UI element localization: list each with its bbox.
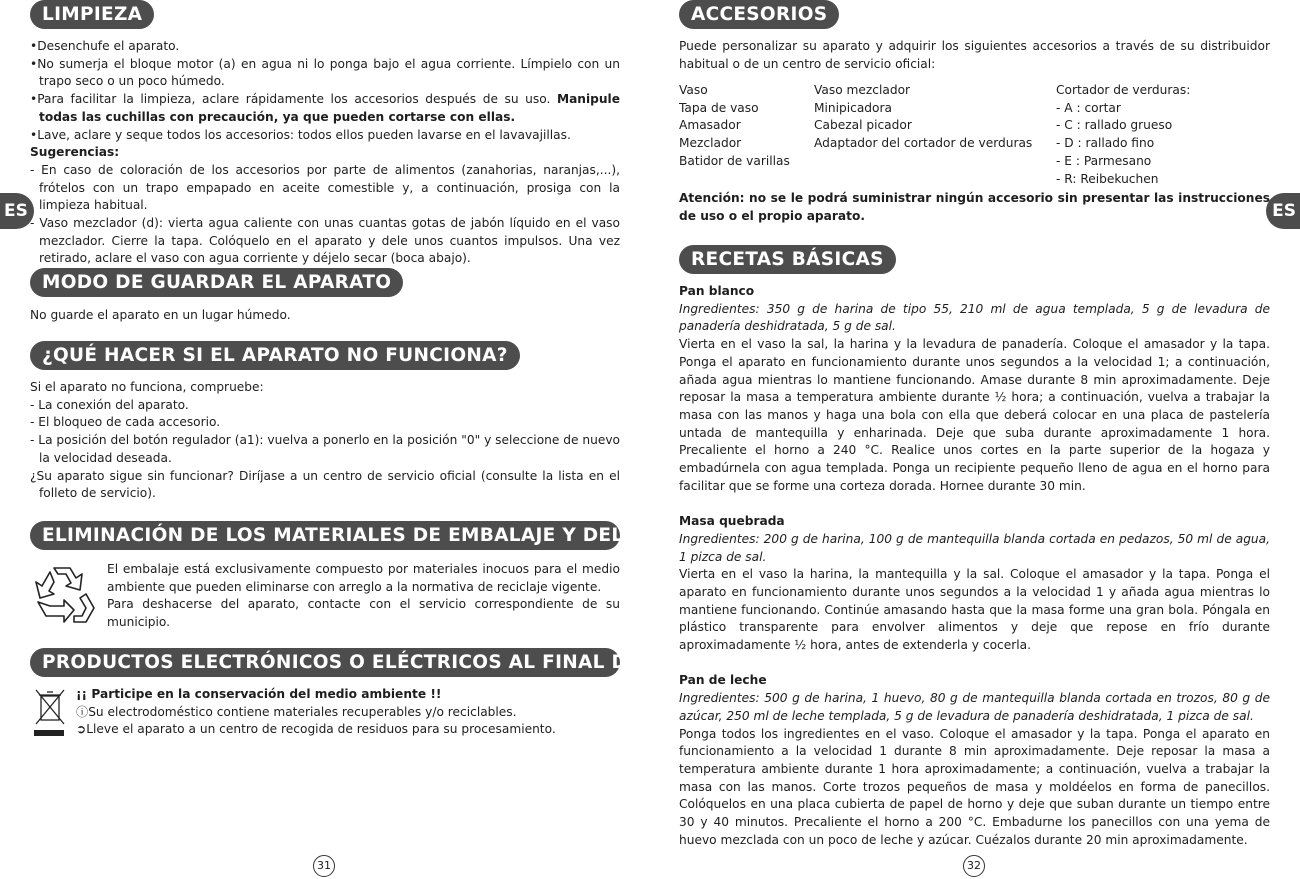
recycle-icon bbox=[30, 560, 100, 630]
heading-guardar: MODO DE GUARDAR EL APARATO bbox=[30, 268, 403, 297]
recetas-body bbox=[679, 283, 1270, 850]
recipe-steps-pan-blanco: Vierta en el vaso la sal, la harina y la levadura de panadería. Coloque el amasador y la tapa. Ponga el aparato en funcionamiento durante unos segundos a la velocidad 1; a continuación, añada agua mientras lo mantiene funcionando. Amase durante 8 min aproximadamente. Deje reposar la masa a temperatura ambiente durante ½ hora; a continuación, vuelva a trabajar la masa con las manos y haga una bola con ella que deberá colocar en una placa de pastelería untada de mantequilla y enharinada. Deje que suba durante aproximadamente 1 hora. Precaliente el horno a 240 °C. Realice unos cortes en la parte superior de la hogaza y embadúrnela con agua templada. Ponga un recipiente pequeño lleno de agua en el horno para facilitar que se forme una corteza dorada. Hornee durante 30 min. bbox=[679, 337, 1270, 493]
recipe-steps-masa-quebrada: Vierta en el vaso la harina, la mantequilla y la sal. Coloque el amasador y la tapa. Ponga el aparato en funcionamiento durante unos segundos a la velocidad 1 y añada agua mientras lo mantiene funcionando. Continúe amasando hasta que la masa forme una gran bola. Póngala en plástico transparente para envolver alimentos y deje que repose en frío durante aproximadamente ½ hora, antes de extenderla y cocerla. bbox=[679, 567, 1270, 653]
check-item-2: - El bloqueo de cada accesorio. bbox=[30, 415, 221, 430]
check-item-3: - La posición del botón regulador (a1): vuelva a ponerlo en la posición "0" y seleccione de nuevo la velocidad deseada. bbox=[30, 433, 620, 465]
limpieza-bullet-2: •No sumerja el bloque motor (a) en agua ni lo ponga bajo el agua corriente. Límpielo con un trapo seco o un poco húmedo. bbox=[30, 56, 620, 89]
accesorio-item: Mezclador bbox=[679, 136, 742, 151]
productos-line-1: ⓘSu electrodoméstico contiene materiales recuperables y/o reciclables. bbox=[76, 704, 517, 719]
accesorios-attention: Atención: no se le podrá suministrar ningún accesorio sin presentar las instrucciones de uso o el propio aparato. bbox=[679, 191, 1270, 223]
recipe-title-pan-blanco: Pan blanco bbox=[679, 284, 755, 298]
crossed-bin-icon bbox=[32, 686, 68, 738]
productos-line-2: ➲Lleve el aparato a un centro de recogida de residuos para su procesamiento. bbox=[76, 722, 556, 737]
arrow-icon: ➲ bbox=[76, 722, 87, 737]
heading-no-funciona: ¿QUÉ HACER SI EL APARATO NO FUNCIONA? bbox=[30, 341, 520, 370]
limpieza-body bbox=[30, 38, 620, 268]
no-funciona-intro: Si el aparato no funciona, compruebe: bbox=[30, 380, 264, 394]
heading-eliminacion: ELIMINACIÓN DE LOS MATERIALES DE EMBALAJE Y DEL APARATO bbox=[30, 521, 620, 550]
sugerencias-label: Sugerencias: bbox=[30, 145, 120, 160]
accesorio-item: Adaptador del cortador de verduras bbox=[814, 136, 1033, 151]
accesorio-item: - R: Reibekuchen bbox=[1056, 171, 1159, 186]
accesorio-item: Cabezal picador bbox=[814, 118, 912, 133]
limpieza-bullet-4: •Lave, aclare y seque todos los accesorios: todos ellos pueden lavarse en el lavavajillas. bbox=[30, 127, 571, 142]
accesorio-item: Batidor de varillas bbox=[679, 153, 790, 168]
accesorio-item: - D : rallado fino bbox=[1056, 136, 1155, 151]
recipe-ingredients-pan-blanco: Ingredientes: 350 g de harina de tipo 55, 210 ml de agua templada, 5 g de levadura de panadería deshidratada, 5 g de sal. bbox=[679, 301, 1270, 334]
heading-productos: PRODUCTOS ELECTRÓNICOS O ELÉCTRICOS AL FINAL DE SU VIDA ÚTIL bbox=[30, 648, 620, 677]
accesorio-item: - A : cortar bbox=[1056, 100, 1121, 115]
info-icon: ⓘ bbox=[76, 704, 89, 719]
eliminacion-body bbox=[107, 561, 620, 632]
accesorio-item: - C : rallado grueso bbox=[1056, 118, 1173, 133]
page-number-right: 32 bbox=[963, 855, 985, 877]
eliminacion-p2: Para deshacerse del aparato, contacte con el servicio correspondiente de su municipio. bbox=[107, 597, 620, 630]
recipe-ingredients-masa-quebrada: Ingredientes: 200 g de harina, 100 g de mantequilla blanda cortada en pedazos, 50 ml de agua, 1 pizca de sal. bbox=[679, 531, 1270, 564]
no-funciona-body bbox=[30, 379, 620, 503]
productos-body bbox=[76, 686, 620, 739]
recipe-title-masa-quebrada: Masa quebrada bbox=[679, 514, 785, 529]
page-number-left: 31 bbox=[313, 855, 335, 877]
accesorios-list bbox=[679, 82, 1270, 186]
language-tab-right: ES bbox=[1266, 193, 1300, 229]
accesorio-item: Tapa de vaso bbox=[679, 100, 759, 115]
limpieza-bullet-1: •Desenchufe el aparato. bbox=[30, 39, 180, 53]
no-funciona-outro: ¿Su aparato sigue sin funcionar? Diríjase a un centro de servicio oficial (consulte la lista en el folleto de servicio). bbox=[30, 468, 620, 501]
sugerencia-1: - En caso de coloración de los accesorios por parte de alimentos (zanahorias, naranjas,...), frótelos con un trapo empapado en aceite comestible y, a continuación, prosiga con la limpieza habitual. bbox=[30, 162, 620, 213]
check-item-1: - La conexión del aparato. bbox=[30, 397, 189, 412]
recipe-title-pan-leche: Pan de leche bbox=[679, 673, 767, 688]
recipe-ingredients-pan-leche: Ingredientes: 500 g de harina, 1 huevo, 80 g de mantequilla blanda cortada en trozos, 80 g de azúcar, 250 ml de leche templada, 5 g de levadura de panadería deshidratada, 1 pizca de sal. bbox=[679, 691, 1270, 723]
accesorio-item: Vaso bbox=[679, 83, 708, 97]
heading-recetas: RECETAS BÁSICAS bbox=[679, 245, 896, 274]
recipe-steps-pan-leche: Ponga todos los ingredientes en el vaso. Coloque el amasador y la tapa. Ponga el aparato en funcionamiento a la velocidad 1 durante 8 min aproximadamente. Deje reposar la masa a temperatura ambiente durante 1 hora aproximadamente; a continuación, vuelva a trabajar la masa con las manos. Corte trozos pequeños de masa y moldéelos en forma de panecillos. Colóquelos en una placa cubierta de papel de horno y deje que suban durante un tiempo entre 30 y 40 minutos. Precaliente el horno a 200 °C. Embadurne los panecillos con una yema de huevo mezclada con un poco de leche y azúcar. Cuézalos durante 20 min aproximadamente. bbox=[679, 726, 1270, 847]
accesorio-item: - E : Parmesano bbox=[1056, 153, 1152, 168]
accesorio-item: Vaso mezclador bbox=[814, 83, 911, 97]
accesorio-item: Amasador bbox=[679, 118, 741, 133]
accesorios-col-3 bbox=[1056, 82, 1190, 188]
limpieza-bullet-3: •Para facilitar la limpieza, aclare rápidamente los accesorios después de su uso. Manipule todas las cuchillas con precaución, ya que pueden cortarse con ellas. bbox=[30, 92, 620, 124]
accesorio-item: Cortador de verduras: bbox=[1056, 83, 1191, 97]
accesorio-item: Minipicadora bbox=[814, 100, 892, 115]
language-tab-left: ES bbox=[0, 193, 34, 229]
accesorios-intro: Puede personalizar su aparato y adquirir los siguientes accesorios a través de su distribuidor habitual o de un centro de servicio oficial: bbox=[679, 39, 1270, 71]
accesorios-col-2 bbox=[814, 82, 1032, 153]
guardar-text: No guarde el aparato en un lugar húmedo. bbox=[30, 308, 291, 322]
heading-limpieza: LIMPIEZA bbox=[30, 0, 154, 29]
sugerencia-2: - Vaso mezclador (d): vierta agua caliente con unas cuantas gotas de jabón líquido en el vaso mezclador. Cierre la tapa. Colóquelo en el aparato y dele unos cuantos impulsos. Una vez retirado, aclare el vaso con agua corriente y déjelo secar (boca abajo). bbox=[30, 216, 620, 266]
accesorios-col-1 bbox=[679, 82, 790, 171]
productos-title: ¡¡ Participe en la conservación del medio ambiente !! bbox=[76, 687, 442, 701]
eliminacion-p1: El embalaje está exclusivamente compuesto por materiales inocuos para el medio ambiente que pueden eliminarse con arreglo a la normativa de reciclaje vigente. bbox=[107, 562, 620, 594]
heading-accesorios: ACCESORIOS bbox=[679, 0, 839, 29]
